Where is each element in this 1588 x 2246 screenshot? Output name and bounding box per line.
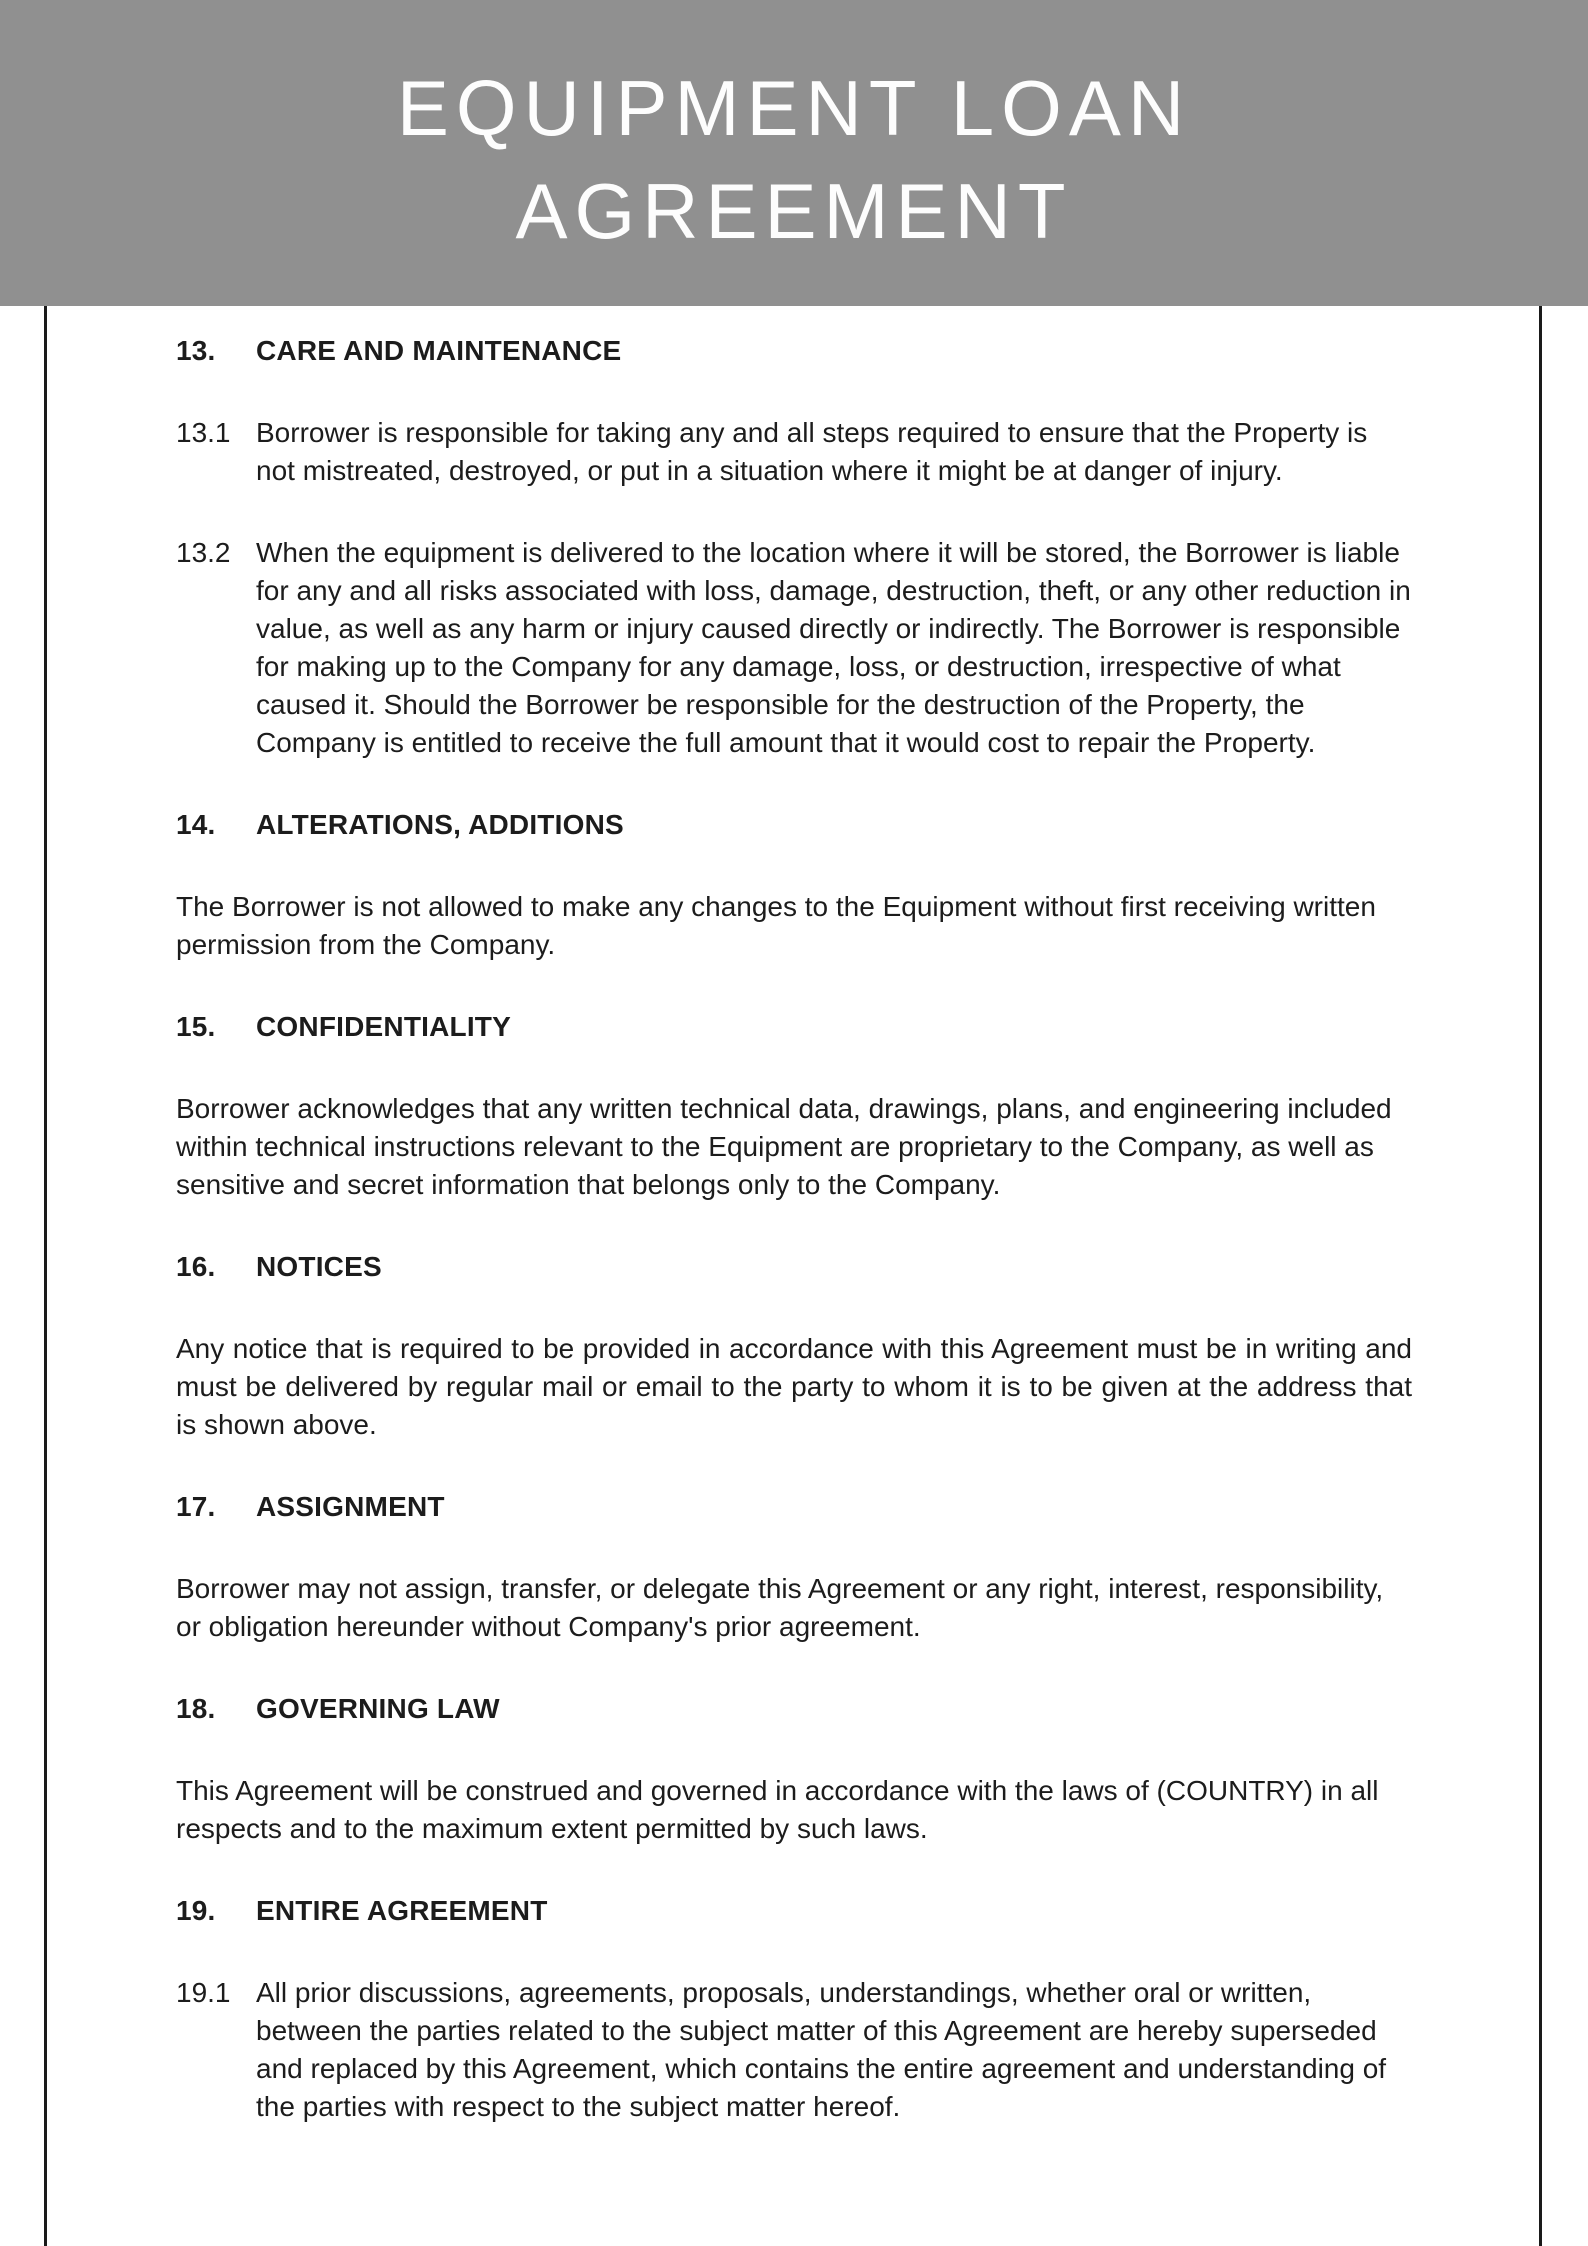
clause-text: When the equipment is delivered to the location where it will be stored, the Borrower is liable for any and all risks associated with loss, damage, destruction, theft, or any other reduction in value, as well as any harm or injury caused directly or indirectly. The Borrower is responsible for making up to the Company for any damage, loss, or destruction, irrespective of what caused it. Should the Borrower be responsible for the destruction of the Property, the Company is entitled to receive the full amount that it would cost to repair the Property. <box>256 537 1411 758</box>
section <box>176 1892 1412 2126</box>
section-number: 13. <box>176 335 216 366</box>
document-header <box>0 0 1588 306</box>
section-heading-row <box>176 1690 1412 1728</box>
section-heading: ALTERATIONS, ADDITIONS <box>256 809 624 840</box>
title-line-2: AGREEMENT <box>515 167 1073 255</box>
clause-text: The Borrower is not allowed to make any changes to the Equipment without first receiving written permission from the Company. <box>176 891 1376 960</box>
clause-number: 13.2 <box>176 537 231 568</box>
section-heading: GOVERNING LAW <box>256 1693 500 1724</box>
section-heading: CONFIDENTIALITY <box>256 1011 511 1042</box>
section-number: 19. <box>176 1895 216 1926</box>
section-number: 17. <box>176 1491 216 1522</box>
section-number: 15. <box>176 1011 216 1042</box>
section <box>176 332 1412 762</box>
clause-number: 19.1 <box>176 1977 231 2008</box>
section-heading-row <box>176 1008 1412 1046</box>
section-heading: ENTIRE AGREEMENT <box>256 1895 548 1926</box>
section <box>176 806 1412 964</box>
clause-text: All prior discussions, agreements, proposals, understandings, whether oral or written, between the parties related to the subject matter of this Agreement are hereby superseded and replaced by this Agreement, which contains the entire agreement and understanding of the parties with respect to the subject matter hereof. <box>256 1977 1387 2122</box>
section-heading-row <box>176 806 1412 844</box>
page-left-border <box>44 306 47 2246</box>
section-number: 14. <box>176 809 216 840</box>
section-heading: CARE AND MAINTENANCE <box>256 335 622 366</box>
clause-paragraph <box>176 888 1412 964</box>
section-heading: NOTICES <box>256 1251 382 1282</box>
page-right-border <box>1539 306 1542 2246</box>
clause-paragraph <box>176 1090 1412 1204</box>
section-number: 16. <box>176 1251 216 1282</box>
clause-text: Borrower is responsible for taking any and all steps required to ensure that the Property is not mistreated, destroyed, or put in a situation where it might be at danger of injury. <box>256 417 1368 486</box>
section-heading-row <box>176 1248 1412 1286</box>
clause-paragraph <box>176 534 1412 762</box>
clause-paragraph <box>176 1570 1412 1646</box>
clause-text: This Agreement will be construed and governed in accordance with the laws of (COUNTRY) in all respects and to the maximum extent permitted by such laws. <box>176 1775 1379 1844</box>
clause-paragraph <box>176 414 1412 490</box>
section-heading: ASSIGNMENT <box>256 1491 445 1522</box>
document-title <box>397 57 1191 263</box>
clause-text: Borrower may not assign, transfer, or delegate this Agreement or any right, interest, responsibility, or obligation hereunder without Company's prior agreement. <box>176 1573 1384 1642</box>
title-line-1: EQUIPMENT LOAN <box>396 64 1192 152</box>
section <box>176 1488 1412 1646</box>
clause-paragraph <box>176 1330 1412 1444</box>
clause-text: Any notice that is required to be provided in accordance with this Agreement must be in writing and must be delivered by regular mail or email to the party to whom it is to be given at the address that is shown above. <box>176 1333 1412 1440</box>
section-heading-row <box>176 1488 1412 1526</box>
clause-number: 13.1 <box>176 417 231 448</box>
section <box>176 1248 1412 1444</box>
clause-paragraph <box>176 1772 1412 1848</box>
clause-paragraph <box>176 1974 1412 2126</box>
section <box>176 1008 1412 1204</box>
section-heading-row <box>176 332 1412 370</box>
section <box>176 1690 1412 1848</box>
section-number: 18. <box>176 1693 216 1724</box>
clause-text: Borrower acknowledges that any written technical data, drawings, plans, and engineering included within technical instructions relevant to the Equipment are proprietary to the Company, as well as sensitive and secret information that belongs only to the Company. <box>176 1093 1392 1200</box>
section-heading-row <box>176 1892 1412 1930</box>
document-body <box>176 306 1412 2170</box>
